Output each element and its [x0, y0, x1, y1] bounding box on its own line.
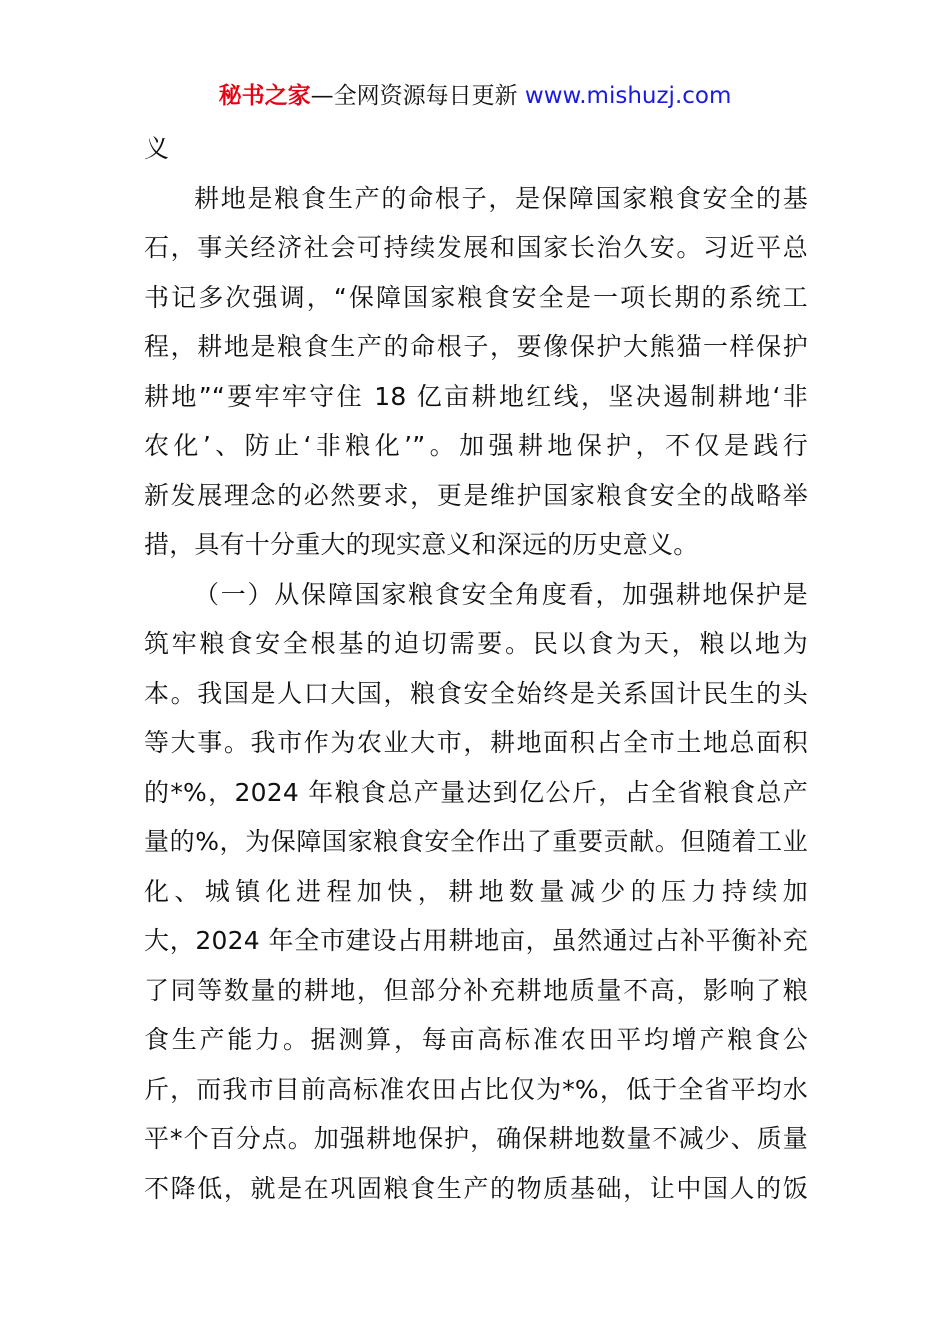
text-line: 程，耕地是粮食生产的命根子，要像保护大熊猫一样保护 — [144, 332, 808, 361]
site-header — [0, 80, 950, 112]
text-line: 农化’、防止‘非粮化’”。加强耕地保护，不仅是践行 — [144, 431, 808, 460]
site-brand: 秘书之家 — [218, 83, 311, 109]
text-line: 本。我国是人口大国，粮食安全始终是关系国计民生的头 — [144, 678, 808, 708]
text-line: 量的%，为保障国家粮食安全作出了重要贡献。但随着工业 — [144, 827, 808, 856]
text-line: 等大事。我市作为农业大市，耕地面积占全市土地总面积 — [144, 728, 808, 757]
text-line: 斤，而我市目前高标准农田占比仅为*%，低于全省平均水 — [144, 1074, 808, 1104]
text-line: 书记多次强调，“保障国家粮食安全是一项长期的系统工 — [144, 282, 808, 312]
text-line: 措，具有十分重大的现实意义和深远的历史意义。 — [144, 530, 699, 559]
text-line: 了同等数量的耕地，但部分补充耕地质量不高，影响了粮 — [144, 975, 808, 1005]
text-line: 石，事关经济社会可持续发展和国家长治久安。习近平总 — [144, 233, 808, 262]
site-url-link[interactable]: www.mishuzj.com — [524, 83, 732, 109]
text-line: 食生产能力。据测算，每亩高标准农田平均增产粮食公 — [144, 1025, 808, 1054]
document-body — [144, 124, 808, 1213]
text-line: 新发展理念的必然要求，更是维护国家粮食安全的战略举 — [144, 480, 808, 510]
text-line: 筑牢粮食安全根基的迫切需要。民以食为天，粮以地为 — [144, 629, 808, 658]
text-line: 耕地是粮食生产的命根子，是保障国家粮食安全的基 — [194, 183, 808, 213]
text-line: 的*%，2024 年粮食总产量达到亿公斤，占全省粮食总产 — [144, 777, 808, 807]
text-line: （一）从保障国家粮食安全角度看，加强耕地保护是 — [194, 579, 808, 609]
text-line: 耕地”“要牢牢守住 18 亿亩耕地红线，坚决遏制耕地‘非 — [144, 381, 808, 411]
text-line: 大，2024 年全市建设占用耕地亩，虽然通过占补平衡补充 — [144, 926, 808, 955]
text-line: 不降低，就是在巩固粮食生产的物质基础，让中国人的饭 — [144, 1173, 808, 1203]
text-line: 义 — [144, 134, 170, 163]
site-tagline: —全网资源每日更新 — [310, 83, 525, 109]
text-line: 化、城镇化进程加快，耕地数量减少的压力持续加 — [144, 876, 808, 906]
text-line: 平*个百分点。加强耕地保护，确保耕地数量不减少、质量 — [144, 1124, 808, 1153]
